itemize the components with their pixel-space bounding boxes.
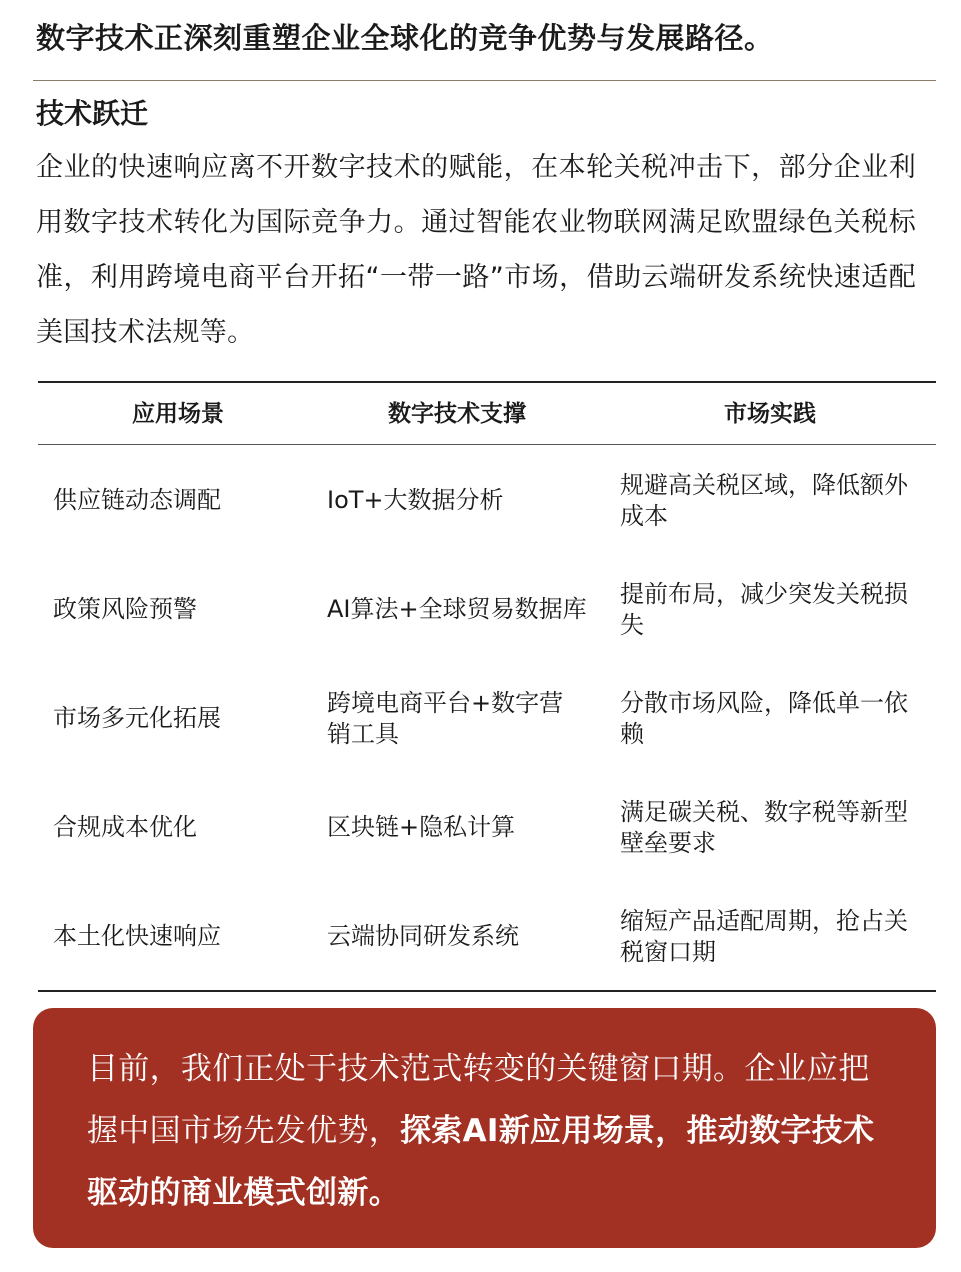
table-cell-scenario: 政策风险预警	[53, 595, 197, 623]
table-header-rule	[38, 444, 936, 445]
table-row	[38, 446, 936, 555]
table-cell-practice: 规避高关税区域，降低额外成本	[620, 470, 908, 530]
table-cell-tech: 云端协同研发系统	[327, 922, 519, 950]
scenario-table	[38, 381, 936, 991]
table-cell-tech: IoT+大数据分析	[327, 486, 504, 514]
headline: 数字技术正深刻重塑企业全球化的竞争优势与发展路径。	[36, 21, 774, 55]
table-cell-scenario: 市场多元化拓展	[53, 704, 221, 732]
table-cell-practice: 分散市场风险，降低单一依赖	[620, 688, 908, 748]
table-header-scenario: 应用场景	[132, 401, 224, 427]
table-cell-practice: 提前布局，减少突发关税损失	[620, 579, 908, 639]
table-row	[38, 882, 936, 991]
table-row	[38, 773, 936, 882]
table-header-practice: 市场实践	[724, 401, 816, 427]
table-row	[38, 555, 936, 664]
section-title: 技术跃迁	[36, 97, 149, 130]
table-row	[38, 664, 936, 773]
callout-text	[87, 1038, 887, 1224]
summary-callout	[33, 1008, 936, 1248]
callout-bold-text: 探索AI新应用场景，推动数字技术驱动的商业模式创新。	[87, 1113, 875, 1211]
table-bottom-rule	[38, 990, 936, 992]
callout-plain-text: 目前，我们正处于技术范式转变的关键窗口期。企业应把握中国市场先发优势，	[87, 1051, 870, 1149]
table-cell-scenario: 合规成本优化	[53, 813, 197, 841]
table-header-tech: 数字技术支撑	[388, 401, 526, 427]
table-cell-tech: 区块链+隐私计算	[327, 813, 516, 841]
table-cell-practice: 缩短产品适配周期，抢占关税窗口期	[620, 906, 908, 966]
table-cell-tech: AI算法+全球贸易数据库	[327, 595, 587, 623]
table-cell-practice: 满足碳关税、数字税等新型壁垒要求	[620, 797, 908, 857]
table-top-rule	[38, 381, 936, 383]
table-cell-scenario: 本土化快速响应	[53, 922, 221, 950]
table-cell-tech: 跨境电商平台+数字营销工具	[327, 688, 564, 748]
headline-divider	[33, 80, 936, 81]
table-cell-scenario: 供应链动态调配	[53, 486, 221, 514]
body-paragraph: 企业的快速响应离不开数字技术的赋能，在本轮关税冲击下，部分企业利用数字技术转化为国际竞争力。通过智能农业物联网满足欧盟绿色关税标准，利用跨境电商平台开拓“一带一路”市场，借助云端研发系统快速适配美国技术法规等。	[36, 152, 916, 348]
